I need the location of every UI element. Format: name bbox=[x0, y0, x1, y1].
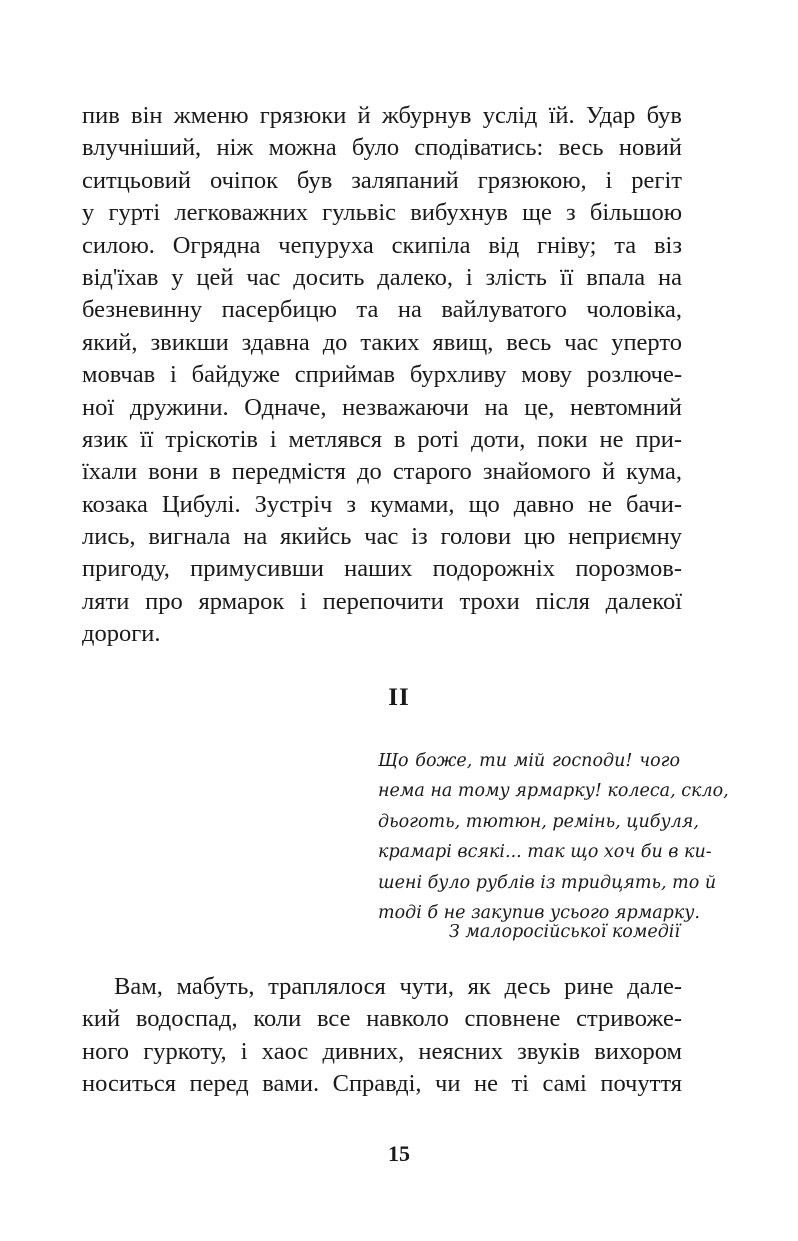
paragraph bbox=[82, 971, 682, 1101]
text-line: дороги. bbox=[82, 620, 161, 648]
epigraph bbox=[378, 746, 729, 928]
page-number: 15 bbox=[388, 1141, 410, 1166]
text-line: ситцьовий очіпок був заляпаний грязюкою, і регіт bbox=[82, 166, 682, 194]
text-line: їхали вони в передмістя до старого знайомого й кума, bbox=[82, 458, 682, 486]
text-line: мовчав і байдуже сприймав бурхливу мову розлюче- bbox=[82, 361, 682, 389]
epigraph-line: дьоготь, тютюн, ремінь, цибуля, bbox=[378, 811, 699, 832]
text-line: ної дружини. Одначе, незважаючи на це, невтомний bbox=[82, 393, 682, 421]
epigraph-line: Що боже, ти мій господи! чого bbox=[378, 751, 680, 771]
text-line: носиться перед вами. Справді, чи не ті самі почуття bbox=[82, 1070, 682, 1098]
epigraph-source: З малоросійської комедії bbox=[448, 922, 680, 942]
text-line: кий водоспад, коли все навколо сповнене стривоже- bbox=[82, 1005, 682, 1033]
text-line: який, звикши здавна до таких явищ, весь час уперто bbox=[82, 328, 682, 356]
text-line: від'їхав у цей час досить далеко, і злість її впала на bbox=[82, 263, 682, 291]
text-line: влучніший, ніж можна було сподіватись: весь новий bbox=[82, 134, 682, 162]
text-line: лись, вигнала на якийсь час із голови цю неприємну bbox=[82, 523, 682, 551]
text-line: язик її тріскотів і метлявся в роті доти, поки не при- bbox=[82, 425, 682, 453]
text-line: силою. Огрядна чепуруха скипіла від гніву; та віз bbox=[82, 231, 682, 259]
epigraph-line: шені було рублів із тридцять, то й bbox=[378, 872, 717, 893]
epigraph-line: крамарі всякі... так що хоч би в ки- bbox=[378, 842, 712, 863]
epigraph-line: тоді б не закупив усього ярмарку. bbox=[378, 902, 700, 923]
chapter-heading: II bbox=[388, 684, 410, 711]
text-line: безневинну пасербицю та на вайлуватого чоловіка, bbox=[82, 296, 682, 324]
text-line: у гурті легковажних гульвіс вибухнув ще з більшою bbox=[82, 199, 682, 227]
text-line: ляти про ярмарок і перепочити трохи після далекої bbox=[82, 587, 682, 615]
text-line: ного гуркоту, і хаос дивних, неясних звуків вихором bbox=[82, 1037, 682, 1065]
text-line: пив він жменю грязюки й жбурнув услід їй. Удар був bbox=[82, 102, 682, 129]
text-line: Вам, мабуть, траплялося чути, як десь рине дале- bbox=[114, 973, 682, 1000]
text-line: пригоду, примусивши наших подорожніх порозмов- bbox=[82, 555, 682, 583]
text-line: козака Цибулі. Зустріч з кумами, що давно не бачи- bbox=[82, 490, 682, 518]
paragraph-continuation bbox=[82, 100, 682, 651]
epigraph-line: нема на тому ярмарку! колеса, скло, bbox=[378, 781, 729, 802]
